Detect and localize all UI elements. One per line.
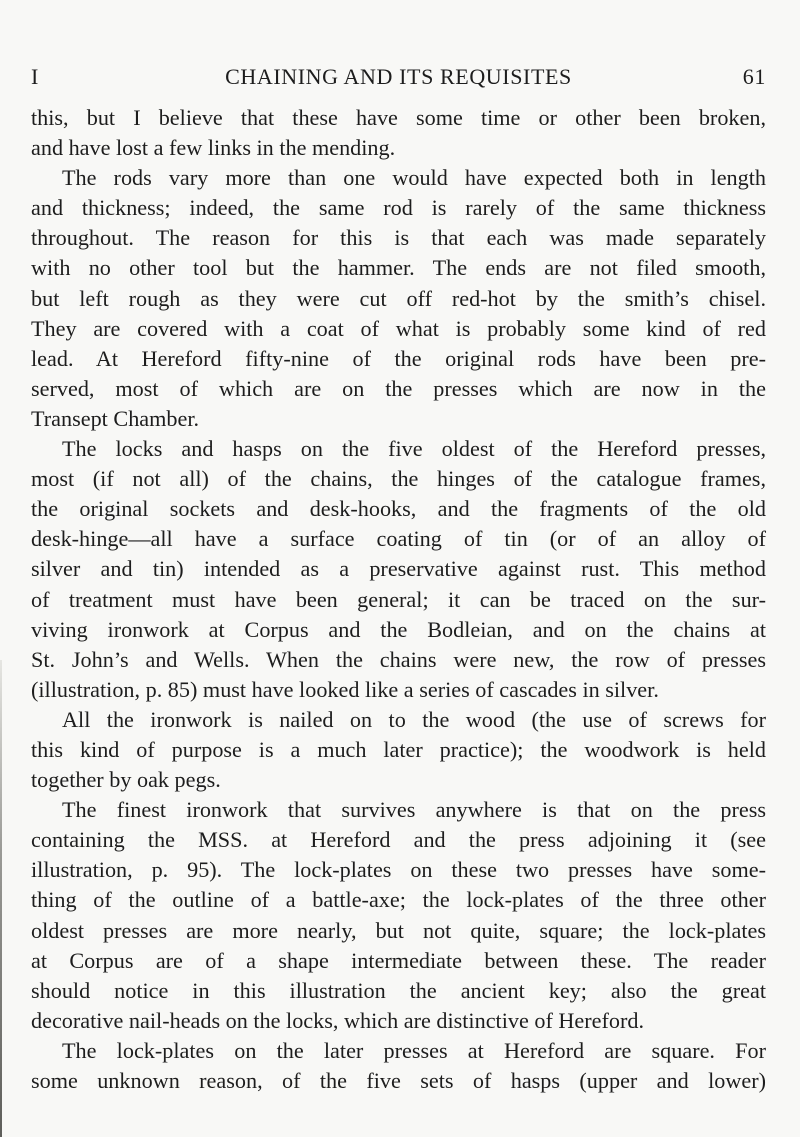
text-line: containing the MSS. at Hereford and the press adjoining it (see	[31, 827, 766, 853]
text-line: the original sockets and desk-hooks, and the fragments of the old	[31, 496, 766, 522]
text-line: with no other tool but the hammer. The ends are not filed smooth,	[31, 255, 766, 281]
text-line: and have lost a few links in the mending.	[31, 135, 396, 161]
text-line: lead. At Hereford fifty-nine of the original rods have been pre-	[31, 345, 766, 371]
text-line: this, but I believe that these have some time or other been broken,	[31, 105, 766, 130]
running-title: CHAINING AND ITS REQUISITES	[225, 64, 572, 89]
text-line: The lock-plates on the later presses at Hereford are square. For	[62, 1037, 766, 1063]
text-line: should notice in this illustration the ancient key; also the great	[31, 977, 766, 1003]
text-line: thing of the outline of a battle-axe; the lock-plates of the three other	[31, 887, 766, 913]
text-line: silver and tin) intended as a preservative against rust. This method	[31, 556, 766, 582]
text-line: and thickness; indeed, the same rod is rarely of the same thickness	[31, 195, 766, 221]
text-line: decorative nail-heads on the locks, which are distinctive of Hereford.	[31, 1007, 645, 1033]
body-text	[31, 103, 766, 1096]
text-line: throughout. The reason for this is that each was made separately	[31, 225, 766, 251]
text-line: of treatment must have been general; it can be traced on the sur-	[31, 586, 766, 612]
text-line: served, most of which are on the presses which are now in the	[31, 375, 766, 401]
text-line: some unknown reason, of the five sets of hasps (upper and lower)	[31, 1068, 766, 1093]
text-line: All the ironwork is nailed on to the wood (the use of screws for	[62, 706, 766, 732]
page-edge-shadow	[0, 660, 2, 1137]
text-line: They are covered with a coat of what is probably some kind of red	[31, 315, 766, 341]
text-line: together by oak pegs.	[31, 767, 221, 793]
text-line: St. John’s and Wells. When the chains were new, the row of presses	[31, 646, 766, 672]
text-line: illustration, p. 95). The lock-plates on these two presses have some-	[31, 857, 766, 883]
text-line: desk-hinge—all have a surface coating of tin (or of an alloy of	[31, 526, 766, 552]
page-number: 61	[742, 64, 766, 89]
text-line: The finest ironwork that survives anywhere is that on the press	[62, 797, 766, 823]
chapter-number: I	[31, 64, 39, 89]
text-line: oldest presses are more nearly, but not quite, square; the lock-plates	[31, 917, 766, 943]
text-line: but left rough as they were cut off red-hot by the smith’s chisel.	[31, 285, 766, 311]
text-line: The locks and hasps on the five oldest of the Hereford presses,	[62, 436, 766, 462]
text-line: The rods vary more than one would have expected both in length	[62, 165, 766, 191]
text-line: (illustration, p. 85) must have looked like a series of cascades in silver.	[31, 676, 659, 702]
text-line: viving ironwork at Corpus and the Bodleian, and on the chains at	[31, 616, 766, 642]
running-header	[31, 64, 766, 94]
text-line: Transept Chamber.	[31, 405, 200, 431]
text-line: at Corpus are of a shape intermediate between these. The reader	[31, 947, 766, 973]
text-line: this kind of purpose is a much later practice); the woodwork is held	[31, 736, 766, 762]
text-line: most (if not all) of the chains, the hinges of the catalogue frames,	[31, 466, 766, 492]
